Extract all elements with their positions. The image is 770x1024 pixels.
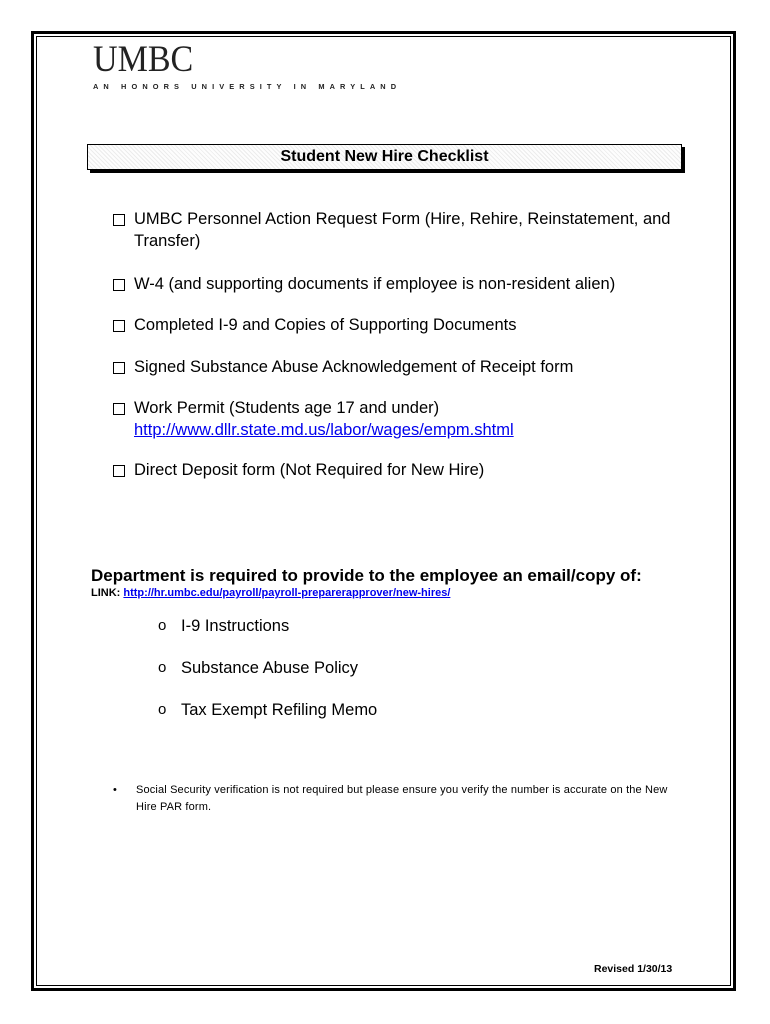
checklist-item-content bbox=[134, 397, 693, 441]
page-border bbox=[31, 31, 736, 991]
department-link-line bbox=[91, 586, 450, 600]
circle-bullet: o bbox=[158, 659, 167, 676]
circle-bullet: o bbox=[158, 701, 167, 718]
checkbox[interactable] bbox=[113, 362, 125, 374]
work-permit-link[interactable]: http://www.dllr.state.md.us/labor/wages/empm.shtml bbox=[134, 421, 514, 439]
checklist-item-label: Direct Deposit form (Not Required for New Hire) bbox=[134, 461, 485, 479]
checklist-item-label: W-4 (and supporting documents if employee is non-resident alien) bbox=[134, 275, 616, 293]
note-text: Social Security verification is not required but please ensure you verify the number is accurate on the New Hire PAR form. bbox=[136, 784, 668, 813]
department-heading: Department is required to provide to the employee an email/copy of: bbox=[91, 566, 642, 585]
bullet: • bbox=[113, 784, 117, 796]
checklist-item-par-form bbox=[113, 208, 693, 252]
checklist-item-label: UMBC Personnel Action Request Form (Hire, Rehire, Reinstatement, and Transfer) bbox=[134, 210, 671, 250]
checkbox[interactable] bbox=[113, 403, 125, 415]
checklist-item-label: Completed I-9 and Copies of Supporting Documents bbox=[134, 316, 517, 334]
checkbox[interactable] bbox=[113, 320, 125, 332]
list-item-label: I-9 Instructions bbox=[181, 617, 290, 635]
checkbox[interactable] bbox=[113, 465, 125, 477]
revised-date: Revised 1/30/13 bbox=[594, 963, 673, 975]
checklist-item-w4 bbox=[113, 273, 693, 295]
new-hires-link[interactable]: http://hr.umbc.edu/payroll/payroll-preparerapprover/new-hires/ bbox=[123, 587, 451, 599]
circle-bullet: o bbox=[158, 617, 167, 634]
umbc-logo bbox=[93, 40, 401, 91]
page-title: Student New Hire Checklist bbox=[87, 144, 682, 170]
checklist-item-i9 bbox=[113, 314, 693, 336]
logo-wordmark: UMBC bbox=[93, 39, 194, 80]
checklist-item-label: Signed Substance Abuse Acknowledgement of Receipt form bbox=[134, 358, 574, 376]
checkbox[interactable] bbox=[113, 279, 125, 291]
checklist-item-substance-abuse bbox=[113, 356, 693, 378]
checklist-item-label: Work Permit (Students age 17 and under) bbox=[134, 399, 440, 417]
checkbox[interactable] bbox=[113, 214, 125, 226]
list-item-label: Tax Exempt Refiling Memo bbox=[181, 701, 378, 719]
checklist-item-direct-deposit bbox=[113, 459, 693, 481]
logo-tagline: AN HONORS UNIVERSITY IN MARYLAND bbox=[93, 82, 402, 91]
ssn-note bbox=[113, 782, 688, 816]
link-label: LINK: bbox=[91, 587, 121, 599]
list-item-label: Substance Abuse Policy bbox=[181, 659, 359, 677]
checklist-item-work-permit bbox=[113, 397, 693, 441]
